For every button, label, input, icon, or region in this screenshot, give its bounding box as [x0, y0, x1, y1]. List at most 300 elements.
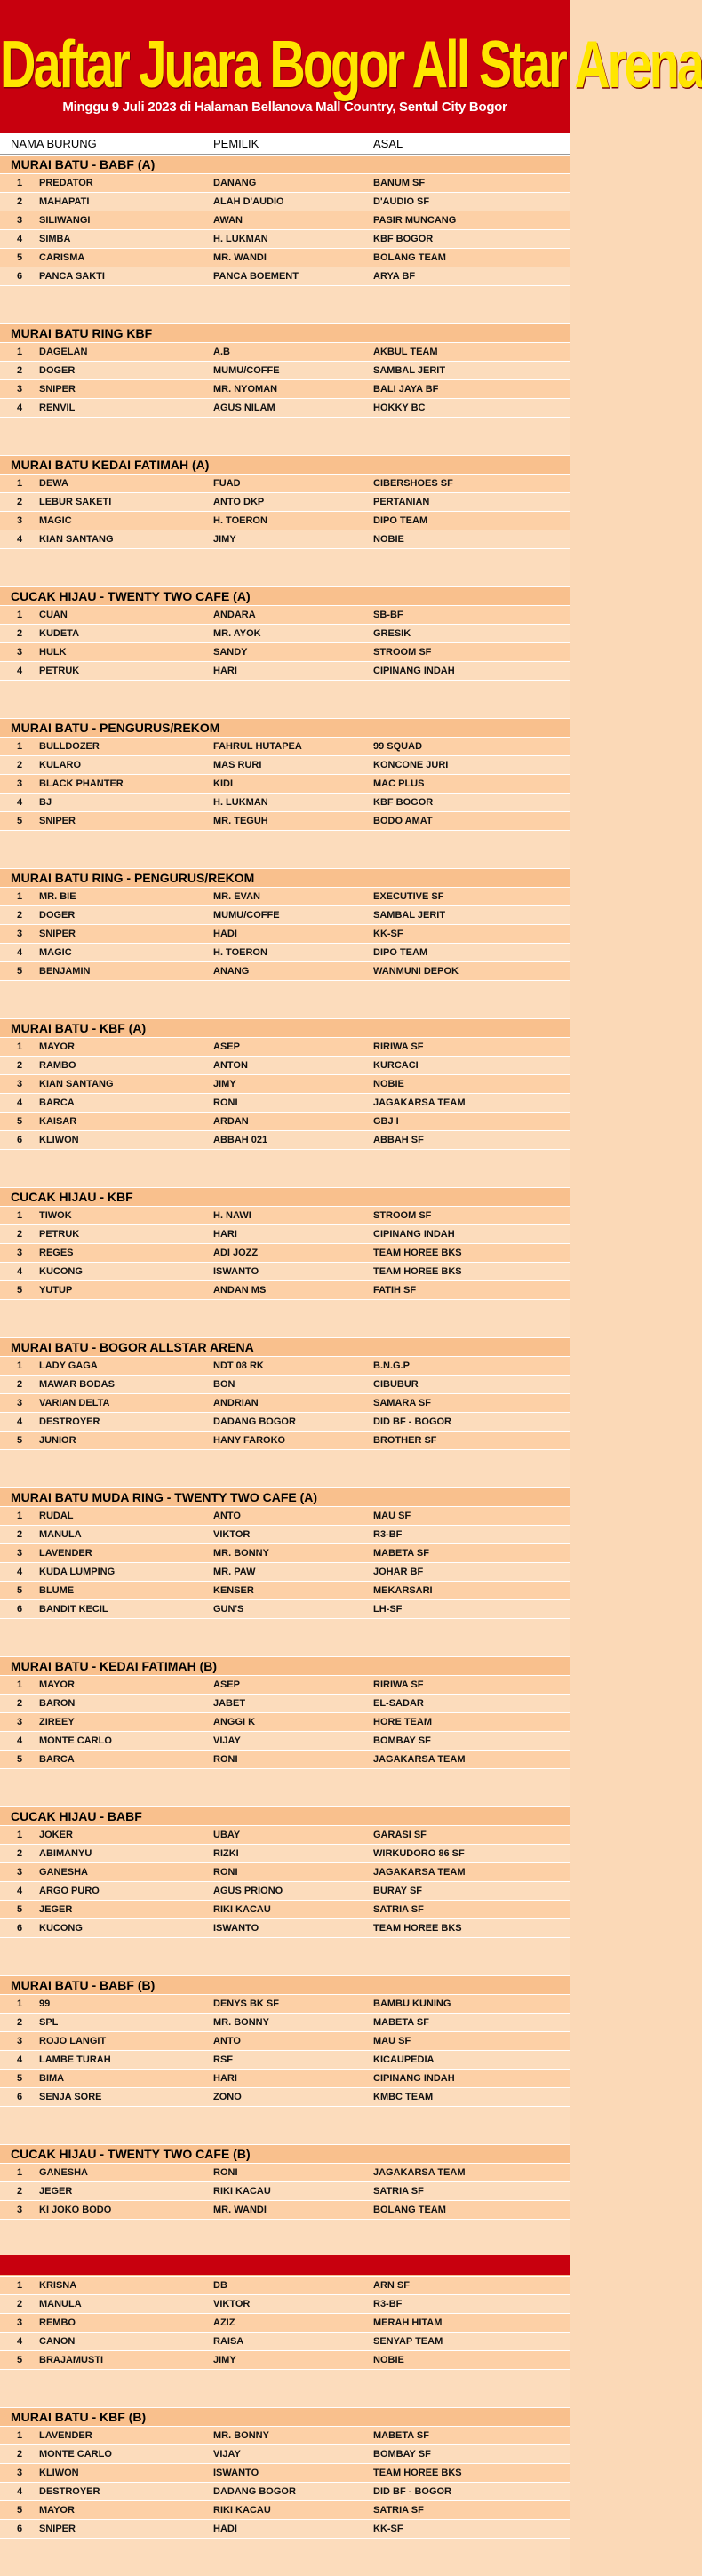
section-spacer [0, 2538, 570, 2576]
owner-cell: RONI [213, 1867, 238, 1878]
bird-name-cell: KUDETA [39, 628, 80, 639]
table-row [0, 398, 570, 417]
origin-cell: SENYAP TEAM [373, 2336, 443, 2347]
rank-cell: 2 [16, 2299, 23, 2309]
origin-cell: SAMBAL JERIT [373, 910, 446, 921]
bird-name-cell: BENJAMIN [39, 966, 91, 977]
rank-cell: 5 [16, 1754, 23, 1765]
section-spacer [0, 1149, 570, 1187]
table-row [0, 943, 570, 961]
rank-cell: 3 [16, 2036, 23, 2046]
table-row [0, 1543, 570, 1562]
bird-name-cell: BRAJAMUSTI [39, 2355, 104, 2365]
origin-cell: JAGAKARSA TEAM [373, 1097, 466, 1108]
owner-cell: MR. WANDI [213, 252, 267, 263]
table-row [0, 1393, 570, 1412]
table-row [0, 887, 570, 905]
rank-cell: 5 [16, 252, 23, 263]
owner-cell: HADI [213, 929, 237, 939]
owner-cell: JIMY [213, 1079, 236, 1089]
table-row [0, 1224, 570, 1243]
owner-cell: RSF [213, 2054, 233, 2065]
table-row [0, 511, 570, 530]
origin-cell: EXECUTIVE SF [373, 891, 444, 902]
table-row [0, 2482, 570, 2500]
origin-cell: JOHAR BF [373, 1567, 424, 1577]
section-rows [0, 342, 570, 417]
bird-name-cell: PETRUK [39, 666, 80, 676]
bird-name-cell: KUCONG [39, 1923, 83, 1934]
origin-cell: MAU SF [373, 1511, 411, 1521]
bird-name-cell: MR. BIE [39, 891, 76, 902]
owner-cell: MR. EVAN [213, 891, 260, 902]
results-list [0, 155, 570, 2576]
owner-cell: VIJAY [213, 1735, 241, 1746]
section-rows [0, 605, 570, 680]
rank-cell: 2 [16, 1848, 23, 1859]
owner-cell: ARDAN [213, 1116, 249, 1127]
owner-cell: RONI [213, 1754, 238, 1765]
section-rows [0, 2163, 570, 2219]
bird-name-cell: SNIPER [39, 2524, 76, 2534]
table-row [0, 1918, 570, 1937]
section-spacer [0, 680, 570, 718]
origin-cell: KURCACI [373, 1060, 419, 1071]
owner-cell: PANCA BOEMENT [213, 271, 299, 282]
bird-name-cell: SNIPER [39, 384, 76, 395]
bird-name-cell: PETRUK [39, 1229, 80, 1240]
origin-cell: JAGAKARSA TEAM [373, 1754, 466, 1765]
rank-cell: 1 [16, 2280, 23, 2291]
section-spacer [0, 1768, 570, 1806]
bird-name-cell: BLACK PHANTER [39, 778, 124, 789]
origin-cell: SATRIA SF [373, 2186, 424, 2197]
origin-cell: CIBUBUR [373, 1379, 419, 1390]
section-spacer [0, 2106, 570, 2144]
bird-name-cell: BARON [39, 1698, 76, 1709]
table-row [0, 1243, 570, 1262]
owner-cell: ANTON [213, 1060, 248, 1071]
rank-cell: 2 [16, 196, 23, 207]
bird-name-cell: BJ [39, 797, 52, 808]
bird-name-cell: RAMBO [39, 1060, 76, 1071]
origin-cell: BALI JAYA BF [373, 384, 439, 395]
rank-cell: 4 [16, 666, 23, 676]
rank-cell: 6 [16, 1923, 23, 1934]
owner-cell: HARI [213, 2073, 237, 2084]
rank-cell: 2 [16, 1229, 23, 1240]
rank-cell: 5 [16, 2355, 23, 2365]
bird-name-cell: JUNIOR [39, 1435, 76, 1446]
origin-cell: MEKARSARI [373, 1585, 433, 1596]
rank-cell: 1 [16, 478, 23, 489]
bird-name-cell: KUDA LUMPING [39, 1567, 116, 1577]
rank-cell: 4 [16, 1886, 23, 1896]
bird-name-cell: BIMA [39, 2073, 65, 2084]
owner-cell: NDT 08 RK [213, 1360, 264, 1371]
bird-name-cell: SNIPER [39, 929, 76, 939]
section-rows [0, 173, 570, 285]
rank-cell: 2 [16, 1529, 23, 1540]
table-row [0, 248, 570, 267]
owner-cell: MR. AYOK [213, 628, 261, 639]
owner-cell: DADANG BOGOR [213, 1416, 296, 1427]
rank-cell: 4 [16, 797, 23, 808]
table-row [0, 1056, 570, 1074]
rank-cell: 4 [16, 2486, 23, 2497]
origin-cell: DIPO TEAM [373, 947, 428, 958]
origin-cell: DID BF - BOGOR [373, 1416, 451, 1427]
bird-name-cell: DAGELAN [39, 347, 88, 357]
rank-cell: 6 [16, 1604, 23, 1615]
rank-cell: 5 [16, 816, 23, 826]
origin-cell: CIPINANG INDAH [373, 2073, 455, 2084]
section-rows [0, 1356, 570, 1449]
header-banner [0, 0, 702, 133]
section-title: MURAI BATU - PENGURUS/REKOM [0, 718, 570, 737]
rank-cell: 2 [16, 497, 23, 507]
rank-cell: 1 [16, 1041, 23, 1052]
origin-cell: RIRIWA SF [373, 1041, 424, 1052]
origin-cell: GBJ I [373, 1116, 399, 1127]
bird-name-cell: RENVIL [39, 403, 76, 413]
table-row [0, 2163, 570, 2181]
owner-cell: HADI [213, 2524, 237, 2534]
origin-cell: BOMBAY SF [373, 1735, 431, 1746]
origin-cell: CIPINANG INDAH [373, 1229, 455, 1240]
table-row [0, 267, 570, 285]
rank-cell: 4 [16, 1266, 23, 1277]
rank-cell: 3 [16, 1548, 23, 1559]
owner-cell: MR. BONNY [213, 2017, 269, 2028]
rank-cell: 1 [16, 1511, 23, 1521]
origin-cell: CIBERSHOES SF [373, 478, 453, 489]
rank-cell: 5 [16, 1435, 23, 1446]
origin-cell: TEAM HOREE BKS [373, 1266, 462, 1277]
origin-cell: BOMBAY SF [373, 2449, 431, 2460]
origin-cell: RIRIWA SF [373, 1679, 424, 1690]
origin-cell: HOKKY BC [373, 403, 426, 413]
bird-name-cell: LAVENDER [39, 2430, 92, 2441]
section-title: MURAI BATU - KBF (A) [0, 1018, 570, 1037]
origin-cell: EL-SADAR [373, 1698, 424, 1709]
section-rows [0, 1825, 570, 1937]
origin-cell: PASIR MUNCANG [373, 215, 457, 226]
owner-cell: BON [213, 1379, 235, 1390]
origin-cell: FATIH SF [373, 1285, 417, 1296]
owner-cell: ABBAH 021 [213, 1135, 268, 1145]
owner-cell: FUAD [213, 478, 241, 489]
bird-name-cell: LADY GAGA [39, 1360, 98, 1371]
owner-cell: ASEP [213, 1679, 240, 1690]
table-row [0, 1525, 570, 1543]
origin-cell: HORE TEAM [373, 1717, 432, 1727]
rank-cell: 4 [16, 1416, 23, 1427]
owner-cell: ALAH D'AUDIO [213, 196, 284, 207]
table-row [0, 2500, 570, 2519]
owner-cell: ISWANTO [213, 1266, 259, 1277]
rank-cell: 3 [16, 778, 23, 789]
owner-cell: ANDRIAN [213, 1398, 259, 1408]
origin-cell: TEAM HOREE BKS [373, 1923, 462, 1934]
origin-cell: TEAM HOREE BKS [373, 1248, 462, 1258]
section-spacer [0, 1299, 570, 1337]
origin-cell: SAMARA SF [373, 1398, 431, 1408]
bird-name-cell: KIAN SANTANG [39, 534, 114, 545]
bird-name-cell: ROJO LANGIT [39, 2036, 107, 2046]
table-row [0, 211, 570, 229]
bird-name-cell: LAVENDER [39, 1548, 92, 1559]
table-row [0, 1881, 570, 1900]
table-row [0, 1581, 570, 1599]
table-row [0, 1375, 570, 1393]
section-title: CUCAK HIJAU - KBF [0, 1187, 570, 1206]
origin-cell: JAGAKARSA TEAM [373, 2167, 466, 2178]
origin-cell: ARN SF [373, 2280, 410, 2291]
owner-cell: DENYS BK SF [213, 1998, 279, 2009]
table-row [0, 624, 570, 642]
bird-name-cell: SILIWANGI [39, 215, 91, 226]
owner-cell: AZIZ [213, 2317, 235, 2328]
section-title: MURAI BATU - BOGOR ALLSTAR ARENA [0, 1337, 570, 1356]
bird-name-cell: DOGER [39, 365, 76, 376]
rank-cell: 3 [16, 2317, 23, 2328]
bird-name-cell: LAMBE TURAH [39, 2054, 111, 2065]
rank-cell: 1 [16, 1679, 23, 1690]
owner-cell: MR. NYOMAN [213, 384, 278, 395]
bird-name-cell: BARCA [39, 1754, 75, 1765]
origin-cell: MERAH HITAM [373, 2317, 443, 2328]
table-row [0, 492, 570, 511]
origin-cell: KONCONE JURI [373, 760, 449, 770]
owner-cell: H. TOERON [213, 515, 267, 526]
bird-name-cell: KIAN SANTANG [39, 1079, 114, 1089]
bird-name-cell: BLUME [39, 1585, 75, 1596]
bird-name-cell: DOGER [39, 910, 76, 921]
origin-cell: ABBAH SF [373, 1135, 424, 1145]
origin-cell: LH-SF [373, 1604, 403, 1615]
origin-cell: JAGAKARSA TEAM [373, 1867, 466, 1878]
rank-cell: 1 [16, 2167, 23, 2178]
owner-cell: SANDY [213, 647, 248, 658]
bird-name-cell: MANULA [39, 2299, 82, 2309]
table-row [0, 1694, 570, 1712]
owner-cell: HARI [213, 666, 237, 676]
rank-cell: 5 [16, 1285, 23, 1296]
section-title: MURAI BATU - BABF (B) [0, 1975, 570, 1994]
owner-cell: MR. BONNY [213, 2430, 269, 2441]
owner-cell: ANTO DKP [213, 497, 265, 507]
rank-cell: 1 [16, 347, 23, 357]
rank-cell: 3 [16, 929, 23, 939]
table-row [0, 2519, 570, 2538]
section-title: MURAI BATU - KBF (B) [0, 2407, 570, 2426]
bird-name-cell: SNIPER [39, 816, 76, 826]
rank-cell: 6 [16, 2092, 23, 2102]
section-rows [0, 1506, 570, 1618]
owner-cell: AWAN [213, 215, 243, 226]
bird-name-cell: DEWA [39, 478, 68, 489]
origin-cell: CIPINANG INDAH [373, 666, 455, 676]
rank-cell: 3 [16, 1717, 23, 1727]
bird-name-cell: GANESHA [39, 1867, 89, 1878]
rank-cell: 5 [16, 966, 23, 977]
owner-cell: KIDI [213, 778, 233, 789]
owner-cell: ADI JOZZ [213, 1248, 259, 1258]
table-row [0, 2013, 570, 2031]
bird-name-cell: RUDAL [39, 1511, 74, 1521]
bird-name-cell: MAYOR [39, 1679, 75, 1690]
bird-name-cell: CUAN [39, 610, 68, 620]
origin-cell: 99 SQUAD [373, 741, 423, 752]
owner-cell: ANTO [213, 2036, 241, 2046]
table-row [0, 1262, 570, 1280]
rank-cell: 1 [16, 741, 23, 752]
owner-cell: DB [213, 2280, 227, 2291]
owner-cell: ISWANTO [213, 2468, 259, 2478]
section-spacer [0, 548, 570, 586]
bird-name-cell: BARCA [39, 1097, 75, 1108]
origin-cell: NOBIE [373, 1079, 404, 1089]
owner-cell: UBAY [213, 1830, 241, 1840]
table-row [0, 1900, 570, 1918]
bird-name-cell: KI JOKO BODO [39, 2205, 112, 2215]
rank-cell: 3 [16, 1398, 23, 1408]
table-row [0, 661, 570, 680]
table-row [0, 1130, 570, 1149]
table-row [0, 1675, 570, 1694]
table-row [0, 1431, 570, 1449]
table-row [0, 605, 570, 624]
owner-cell: H. LUKMAN [213, 797, 268, 808]
table-row [0, 530, 570, 548]
bird-name-cell: KAISAR [39, 1116, 77, 1127]
bird-name-cell: SPL [39, 2017, 59, 2028]
owner-cell: MR. BONNY [213, 1548, 269, 1559]
rank-cell: 1 [16, 178, 23, 188]
section-spacer [0, 1937, 570, 1975]
origin-cell: KK-SF [373, 929, 403, 939]
rank-cell: 3 [16, 1079, 23, 1089]
table-row [0, 474, 570, 492]
bird-name-cell: KRISNA [39, 2280, 77, 2291]
table-row [0, 2181, 570, 2200]
table-row [0, 2031, 570, 2050]
origin-cell: BOLANG TEAM [373, 252, 446, 263]
table-row [0, 1562, 570, 1581]
table-row [0, 737, 570, 755]
owner-cell: MAS RURI [213, 760, 262, 770]
table-row [0, 2050, 570, 2069]
owner-cell: DADANG BOGOR [213, 2486, 296, 2497]
rank-cell: 3 [16, 1248, 23, 1258]
owner-cell: RONI [213, 2167, 238, 2178]
owner-cell: H. NAWI [213, 1210, 251, 1221]
rank-cell: 2 [16, 2449, 23, 2460]
bird-name-cell: PANCA SAKTI [39, 271, 105, 282]
rank-cell: 2 [16, 628, 23, 639]
origin-cell: BOLANG TEAM [373, 2205, 446, 2215]
origin-cell: KK-SF [373, 2524, 403, 2534]
rank-cell: 5 [16, 2505, 23, 2516]
origin-cell: STROOM SF [373, 1210, 432, 1221]
rank-cell: 3 [16, 2468, 23, 2478]
footer-bar [0, 2255, 570, 2275]
rank-cell: 3 [16, 647, 23, 658]
rank-cell: 2 [16, 2017, 23, 2028]
section-rows [0, 1037, 570, 1149]
rank-cell: 6 [16, 1135, 23, 1145]
table-row [0, 961, 570, 980]
section-spacer [0, 980, 570, 1018]
table-row [0, 642, 570, 661]
section-title: MURAI BATU MUDA RING - TWENTY TWO CAFE (A) [0, 1487, 570, 1506]
section-spacer [0, 1618, 570, 1656]
table-row [0, 2444, 570, 2463]
owner-cell: ISWANTO [213, 1923, 259, 1934]
rank-cell: 1 [16, 1998, 23, 2009]
owner-cell: RIKI KACAU [213, 2505, 271, 2516]
owner-cell: ANDARA [213, 610, 256, 620]
bird-name-cell: MAHAPATI [39, 196, 90, 207]
origin-cell: TEAM HOREE BKS [373, 2468, 462, 2478]
owner-cell: AGUS NILAM [213, 403, 275, 413]
owner-cell: JIMY [213, 2355, 236, 2365]
table-row [0, 793, 570, 811]
rank-cell: 1 [16, 1210, 23, 1221]
section-rows [0, 2276, 570, 2369]
owner-cell: MR. WANDI [213, 2205, 267, 2215]
table-row [0, 1206, 570, 1224]
table-row [0, 2200, 570, 2219]
owner-cell: VIJAY [213, 2449, 241, 2460]
rank-cell: 5 [16, 2073, 23, 2084]
origin-cell: MABETA SF [373, 2017, 429, 2028]
owner-cell: ANANG [213, 966, 250, 977]
bird-name-cell: KLIWON [39, 1135, 79, 1145]
table-row [0, 342, 570, 361]
rank-cell: 6 [16, 271, 23, 282]
bird-name-cell: JEGER [39, 2186, 73, 2197]
table-row [0, 2069, 570, 2087]
section-rows [0, 1994, 570, 2106]
origin-cell: KICAUPEDIA [373, 2054, 435, 2065]
column-header-bird: NAMA BURUNG [11, 137, 97, 150]
origin-cell: BAMBU KUNING [373, 1998, 451, 2009]
origin-cell: DID BF - BOGOR [373, 2486, 451, 2497]
origin-cell: WIRKUDORO 86 SF [373, 1848, 465, 1859]
section-title: CUCAK HIJAU - BABF [0, 1806, 570, 1825]
bird-name-cell: KULARO [39, 760, 82, 770]
section-spacer [0, 830, 570, 868]
table-row [0, 905, 570, 924]
table-row [0, 2332, 570, 2350]
bird-name-cell: DESTROYER [39, 1416, 100, 1427]
section-rows [0, 1675, 570, 1768]
section-spacer [0, 2369, 570, 2407]
bird-name-cell: KUCONG [39, 1266, 83, 1277]
page-title: Daftar Juara Bogor All Star Arena [0, 26, 702, 102]
rank-cell: 1 [16, 1830, 23, 1840]
section-title: MURAI BATU KEDAI FATIMAH (A) [0, 455, 570, 474]
table-row [0, 2463, 570, 2482]
bird-name-cell: SENJA SORE [39, 2092, 102, 2102]
rank-cell: 5 [16, 1116, 23, 1127]
bird-name-cell: MAYOR [39, 2505, 75, 2516]
table-row [0, 774, 570, 793]
origin-cell: D'AUDIO SF [373, 196, 430, 207]
bird-name-cell: MAGIC [39, 515, 72, 526]
